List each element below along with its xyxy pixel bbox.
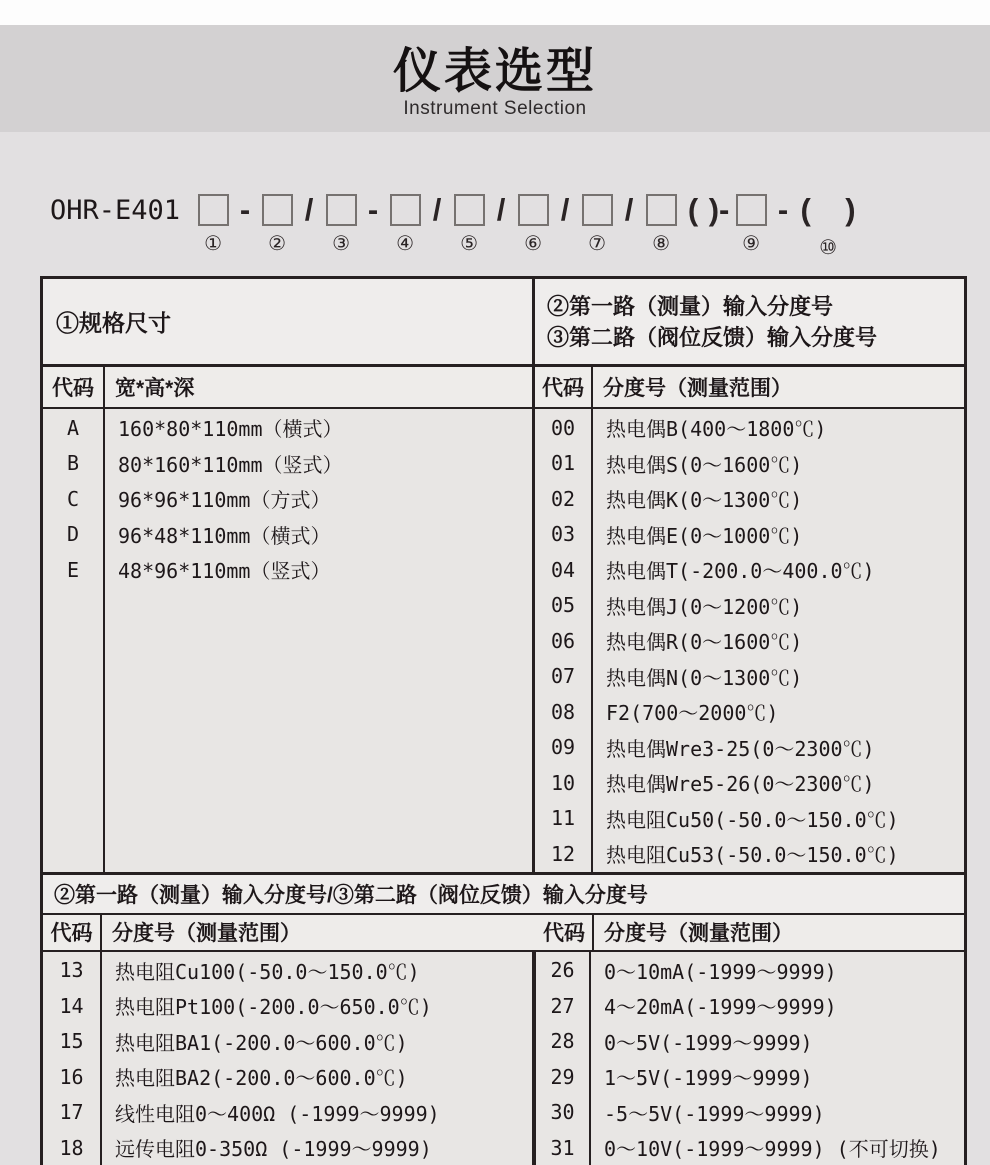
input-code-cell: 09 (550, 735, 576, 760)
input-desc-cell: 热电偶E(0～1000℃) (606, 523, 803, 548)
ordering-code-unit (770, 190, 796, 261)
input-code-cell: 11 (550, 806, 576, 831)
code-slot-symbol: / (560, 192, 570, 227)
input-code-cell: 16 (59, 1064, 84, 1089)
code-slot-symbol: - (367, 192, 379, 227)
input-code-cell: 13 (59, 958, 84, 983)
size-desc-column (105, 409, 535, 872)
input-code-cell: 12 (550, 841, 576, 866)
size-desc-cell: 96*48*110mm（横式） (118, 523, 331, 548)
code-slot-symbol: / (432, 192, 442, 227)
code-slot-number: ⑧ (652, 233, 671, 255)
section1-body (43, 409, 964, 872)
code-slot-number: ⑩ (819, 237, 838, 259)
right-desc-column-header: 分度号（测量范围） (604, 922, 793, 945)
input-desc-cell: -5～5V(-1999～9999) (604, 1101, 825, 1126)
right-code-column-header: 代码 (535, 367, 593, 407)
input-desc-cell: 热电阻BA1(-200.0～600.0℃) (115, 1030, 408, 1055)
input-code-cell: 07 (550, 664, 576, 689)
input-desc-cell: 热电阻Cu50(-50.0～150.0℃) (606, 807, 899, 832)
section1-column-header-row (43, 367, 964, 409)
input-desc-cell: 热电偶K(0～1300℃) (606, 488, 803, 513)
top-white-strip (0, 0, 990, 25)
code-slot-number: ⑨ (742, 233, 761, 255)
ordering-code-unit (706, 190, 732, 261)
ordering-code-unit (796, 190, 860, 261)
input-desc-column (593, 409, 964, 872)
section1-header-row (43, 279, 964, 367)
section2-body (43, 952, 964, 1165)
input-code-cell: 00 (550, 415, 576, 440)
page-title: 仪表选型 (392, 45, 597, 98)
ordering-code-unit (732, 190, 770, 261)
ordering-code-unit (450, 190, 488, 261)
page-header (0, 25, 990, 132)
ordering-code-unit (194, 190, 232, 261)
input-desc-cell: 1～5V(-1999～9999) (604, 1066, 813, 1091)
input-code-column (535, 409, 593, 872)
input-code-cell: 31 (550, 1135, 575, 1160)
right-desc-column-header: 分度号（测量范围） (603, 377, 792, 400)
input-code-cell: 15 (59, 1029, 84, 1054)
input-code-cell: 05 (550, 593, 576, 618)
input-desc-cell: 热电偶N(0～1300℃) (606, 665, 803, 690)
section1-left-header: ①规格尺寸 (43, 279, 535, 364)
ordering-code-unit (642, 190, 680, 261)
code-slot-symbol (518, 194, 549, 226)
ordering-code-unit (680, 190, 706, 261)
code-slot-number: ④ (396, 233, 415, 255)
code-slot-symbol: - (777, 192, 789, 227)
input-desc-cell: 热电偶J(0～1200℃) (606, 594, 803, 619)
input-code-cell: 04 (550, 557, 576, 582)
size-code-cell: B (66, 451, 80, 476)
left-desc-column-header (102, 915, 594, 950)
input-code-cell: 28 (550, 1029, 575, 1054)
input-desc-cell: 热电偶T(-200.0～400.0℃) (606, 559, 875, 584)
left-code-column-header: 代码 (43, 915, 102, 950)
size-code-cell: C (66, 486, 80, 511)
size-desc-cell: 80*160*110mm（竖式） (118, 452, 343, 477)
ordering-code-unit (386, 190, 424, 261)
code-slot-number: ② (268, 233, 287, 255)
section1-right-header-line2: ③第二路（阀位反馈）输入分度号 (547, 325, 878, 350)
input-desc-cell: 热电偶Wre3-25(0～2300℃) (606, 736, 875, 761)
input-code-cell: 01 (550, 451, 576, 476)
size-code-cell: D (66, 522, 80, 547)
page-subtitle: Instrument Selection (403, 98, 587, 119)
left-code-column-header: 代码 (43, 367, 105, 407)
code-slot-number: ⑥ (524, 233, 543, 255)
section2-column-header-row (43, 915, 964, 952)
section1-right-header-line1: ②第一路（测量）输入分度号 (547, 294, 834, 319)
input-desc-cell: 热电阻BA2(-200.0～600.0℃) (115, 1066, 408, 1091)
code-slot-symbol (646, 194, 677, 226)
ordering-code-unit (488, 190, 514, 261)
input-desc-cell: 4～20mA(-1999～9999) (604, 995, 837, 1020)
ordering-code-units (194, 190, 860, 261)
section2-header-row: ②第一路（测量）输入分度号/③第二路（阀位反馈）输入分度号 (43, 872, 964, 915)
input-desc-cell: 热电阻Cu53(-50.0～150.0℃) (606, 843, 899, 868)
code-slot-number: ① (204, 233, 223, 255)
code-slot-number: ⑦ (588, 233, 607, 255)
right-code-column-header: 代码 (543, 922, 585, 945)
code-slot-number: ⑤ (460, 233, 479, 255)
input-desc-cell: 0～10V(-1999～9999) (不可切换) (604, 1137, 941, 1162)
input-desc-cell: 热电偶Wre5-26(0～2300℃) (606, 772, 875, 797)
selection-table (40, 276, 967, 1165)
ordering-code-unit (322, 190, 360, 261)
size-code-cell: A (66, 415, 80, 440)
code-slot-symbol: - (239, 192, 251, 227)
code-slot-symbol: )- (708, 192, 730, 227)
input-code-cell: 14 (59, 993, 84, 1018)
input-code-cell: 06 (550, 628, 576, 653)
ordering-code-unit (424, 190, 450, 261)
ordering-code-unit (578, 190, 616, 261)
code-slot-symbol (454, 194, 485, 226)
ordering-code-unit (552, 190, 578, 261)
input-code-cell: 10 (550, 770, 576, 795)
input-desc-cell: 线性电阻0～400Ω (-1999～9999) (115, 1101, 440, 1126)
ordering-code-unit (360, 190, 386, 261)
code-slot-symbol (582, 194, 613, 226)
input-code-cell: 27 (550, 993, 575, 1018)
code-slot-symbol: ( (687, 192, 699, 227)
input-code-cell: 17 (59, 1100, 84, 1125)
left-desc-column-header: 宽*高*深 (105, 367, 535, 407)
size-desc-cell: 48*96*110mm（竖式） (118, 559, 331, 584)
code-slot-symbol: ( ) (800, 192, 856, 227)
size-desc-cell: 160*80*110mm（横式） (118, 417, 343, 442)
code-slot-symbol (736, 194, 767, 226)
input-desc-cell: 0～5V(-1999～9999) (604, 1030, 813, 1055)
size-desc-cell: 96*96*110mm（方式） (118, 488, 331, 513)
input-code-cell: 03 (550, 522, 576, 547)
code-slot-symbol (326, 194, 357, 226)
ordering-code-unit (616, 190, 642, 261)
ordering-code-unit (514, 190, 552, 261)
size-code-cell: E (66, 557, 80, 582)
section1-right-header (535, 279, 964, 364)
input-code-cell: 26 (550, 958, 575, 983)
input-code-cell: 30 (550, 1100, 575, 1125)
ordering-code-unit (296, 190, 322, 261)
input-desc-cell: 热电偶S(0～1600℃) (606, 452, 803, 477)
ordering-code-line (50, 190, 860, 261)
ordering-code-unit (232, 190, 258, 261)
ordering-code-unit (258, 190, 296, 261)
input-code-cell: 08 (550, 699, 576, 724)
input-desc-cell: 热电阻Pt100(-200.0～650.0℃) (115, 995, 432, 1020)
code-slot-symbol (262, 194, 293, 226)
size-code-column (43, 409, 105, 872)
input-desc-column (102, 952, 536, 1165)
input-code-cell: 02 (550, 486, 576, 511)
code-slot-symbol: / (624, 192, 634, 227)
input-code-column (536, 952, 591, 1165)
input-code-cell: 29 (550, 1064, 575, 1089)
input-desc-cell: 热电偶B(400～1800℃) (606, 417, 827, 442)
input-desc-cell: 0～10mA(-1999～9999) (604, 959, 837, 984)
input-desc-cell: 热电偶R(0～1600℃) (606, 630, 803, 655)
code-slot-number: ③ (332, 233, 351, 255)
left-desc-label: 分度号（测量范围） (112, 922, 301, 945)
input-code-column (43, 952, 102, 1165)
input-desc-cell: 远传电阻0-350Ω (-1999～9999) (115, 1137, 432, 1162)
code-slot-symbol (198, 194, 229, 226)
code-slot-symbol (390, 194, 421, 226)
code-slot-symbol: / (304, 192, 314, 227)
code-slot-symbol: / (496, 192, 506, 227)
input-desc-column (591, 952, 964, 1165)
input-desc-cell: 热电阻Cu100(-50.0～150.0℃) (115, 959, 420, 984)
model-number: OHR-E401 (50, 195, 181, 226)
input-code-cell: 18 (59, 1135, 84, 1160)
input-desc-cell: F2(700～2000℃) (606, 701, 779, 726)
